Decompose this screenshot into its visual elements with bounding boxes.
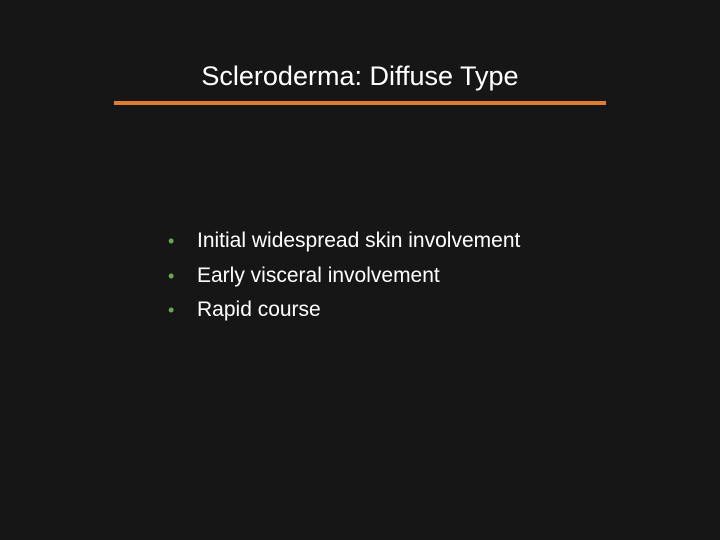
bullet-marker: • (168, 300, 175, 320)
bullet-text: Rapid course (197, 298, 321, 321)
title-underline (114, 101, 606, 105)
bullet-marker: • (168, 265, 175, 286)
bullet-text: Early visceral involvement (197, 263, 440, 287)
slide-title: Scleroderma: Diffuse Type (201, 61, 519, 91)
bullet-item-1 (168, 224, 520, 259)
bullet-item-3 (168, 293, 520, 328)
bullet-marker: • (168, 231, 175, 251)
bullet-item-2 (168, 259, 520, 294)
bullet-text: Initial widespread skin involvement (197, 229, 521, 252)
bullet-list (168, 224, 520, 328)
